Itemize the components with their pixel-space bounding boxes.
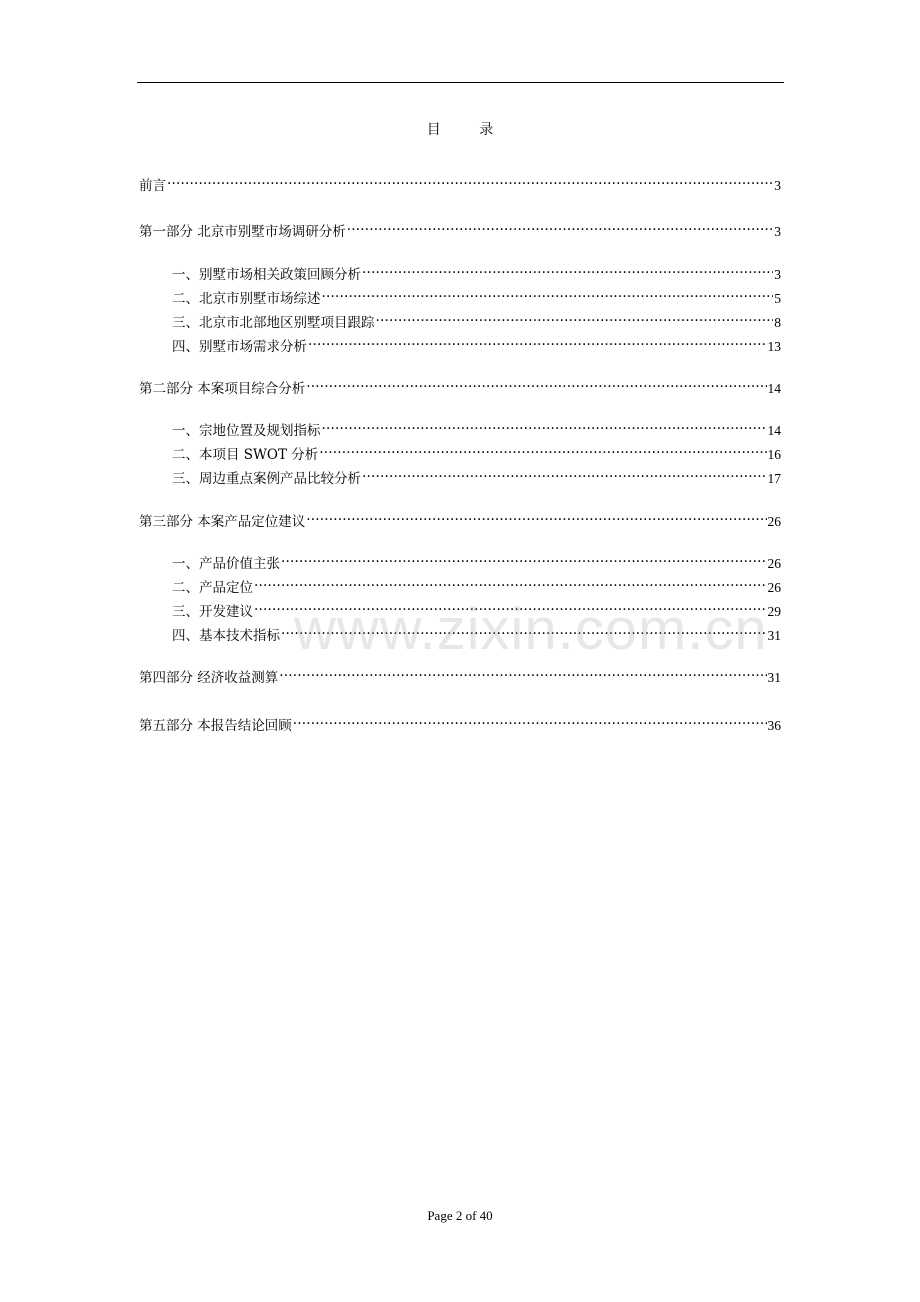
toc-dot-leader [167, 170, 773, 190]
toc-entry-page: 5 [774, 291, 781, 306]
toc-dot-leader [347, 216, 773, 236]
toc-dot-leader [306, 373, 766, 393]
toc-dot-leader [293, 710, 767, 730]
toc-entry-page: 36 [767, 718, 781, 733]
toc-entry-title: 前言 [139, 178, 166, 194]
toc-entry-page: 31 [767, 670, 781, 685]
toc-entry-title: 第二部分 本案项目综合分析 [139, 381, 306, 397]
header-rule [137, 82, 784, 83]
toc-entry-page: 14 [767, 423, 781, 438]
toc-entry[interactable] [139, 216, 781, 240]
toc-entry[interactable] [172, 463, 781, 487]
toc-entry-page: 13 [767, 339, 781, 354]
toc-dot-leader [322, 283, 774, 303]
toc-dot-leader [376, 307, 774, 327]
toc-title: 目 录 [426, 122, 511, 138]
toc-entry[interactable] [172, 331, 781, 355]
toc-entry-page: 14 [767, 381, 781, 396]
toc-dot-leader [306, 506, 766, 526]
toc-entry-page: 31 [767, 628, 781, 643]
toc-entry-page: 16 [767, 447, 781, 462]
toc-entry-title: 一、别墅市场相关政策回顾分析 [172, 267, 361, 283]
toc-entry[interactable] [139, 373, 781, 397]
toc-dot-leader [308, 331, 767, 351]
toc-entry-title: 第五部分 本报告结论回顾 [139, 718, 292, 734]
toc-entry[interactable] [139, 662, 781, 686]
toc-entry-title: 二、产品定位 [172, 580, 253, 596]
toc-dot-leader [362, 463, 767, 483]
toc-entry-title: 三、周边重点案例产品比较分析 [172, 471, 361, 487]
toc-entry-page: 3 [774, 178, 781, 193]
toc-entry-page: 8 [774, 315, 781, 330]
toc-entry[interactable] [172, 283, 781, 307]
toc-entry[interactable] [172, 572, 781, 596]
toc-entry[interactable] [172, 259, 781, 283]
toc-dot-leader [254, 572, 767, 592]
toc-entry[interactable] [172, 548, 781, 572]
toc-entry[interactable] [139, 506, 781, 530]
toc-entry-page: 26 [767, 556, 781, 571]
toc-entry-page: 29 [767, 604, 781, 619]
toc-dot-leader [322, 415, 767, 435]
toc-entry-page: 3 [774, 224, 781, 239]
toc-entry-title: 四、别墅市场需求分析 [172, 339, 307, 355]
toc-entry-title: 第四部分 经济收益测算 [139, 670, 279, 686]
page-footer: Page 2 of 40 [427, 1208, 493, 1223]
toc-entry[interactable] [172, 307, 781, 331]
toc-entry-title: 第一部分 北京市别墅市场调研分析 [139, 224, 346, 240]
toc-dot-leader [281, 548, 767, 568]
toc-entry-title: 二、北京市别墅市场综述 [172, 291, 321, 307]
toc-entry-title: 一、宗地位置及规划指标 [172, 423, 321, 439]
toc-entry-title: 第三部分 本案产品定位建议 [139, 514, 306, 530]
toc-entry[interactable] [139, 170, 781, 194]
toc-entry-page: 3 [774, 267, 781, 282]
toc-entry-title: 三、开发建议 [172, 604, 253, 620]
toc-entry-page: 17 [767, 471, 781, 486]
toc-entry-title: 一、产品价值主张 [172, 556, 280, 572]
toc-dot-leader [279, 662, 766, 682]
toc-entry-title: 三、北京市北部地区别墅项目跟踪 [172, 315, 375, 331]
watermark: www.zixin.com.cn [294, 597, 768, 662]
toc-entry-page: 26 [767, 580, 781, 595]
toc-entry-title: 二、本项目 SWOT 分析 [172, 447, 319, 463]
toc-entry[interactable] [172, 439, 781, 463]
toc-entry-title: 四、基本技术指标 [172, 628, 280, 644]
toc-entry[interactable] [172, 415, 781, 439]
toc-entry-page: 26 [767, 514, 781, 529]
toc-dot-leader [319, 439, 766, 459]
toc-entry[interactable] [139, 710, 781, 734]
toc-dot-leader [362, 259, 773, 279]
